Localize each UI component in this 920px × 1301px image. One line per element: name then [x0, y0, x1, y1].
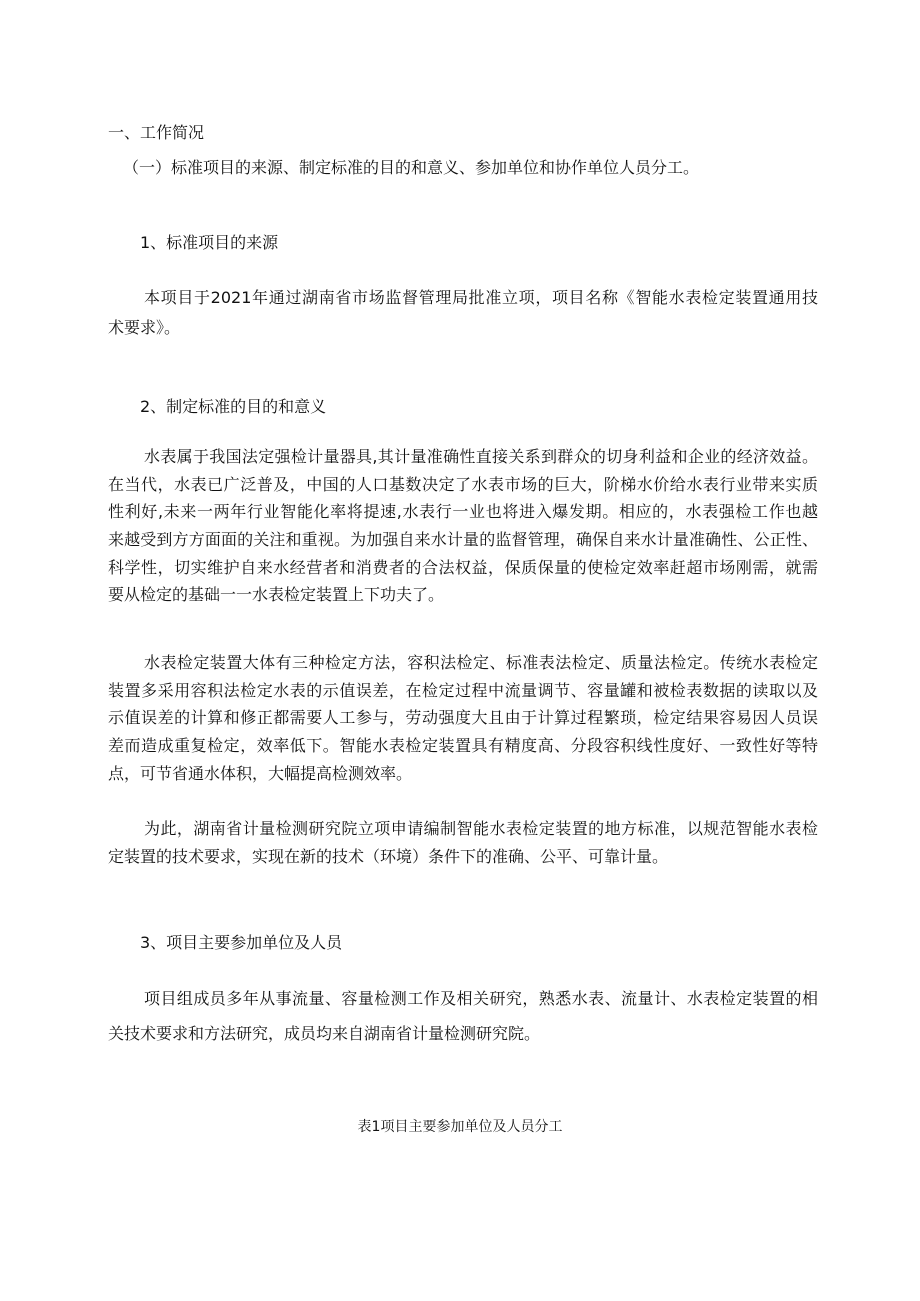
paragraph-line: 项目组成员多年从事流量、容量检测工作及相关研究，熟悉水表、流量计、水表检定装置的相	[144, 989, 818, 1008]
heading-2: 2、制定标准的目的和意义	[140, 397, 327, 416]
paragraph-line: 定装置的技术要求，实现在新的技术（环境）条件下的准确、公平、可靠计量。	[108, 846, 669, 866]
paragraph-line: 差而造成重复检定，效率低下。智能水表检定装置具有精度高、分段容积线性度好、一致性好等特	[108, 736, 818, 756]
paragraph-line: 术要求》。	[108, 318, 181, 337]
paragraph	[108, 815, 818, 870]
paragraph	[108, 283, 818, 343]
paragraph-line: 本项目于2021年通过湖南省市场监督管理局批准立项，项目名称《智能水表检定装置通用技	[144, 288, 818, 307]
paragraph-line: 水表属于我国法定强检计量器具,其计量准确性直接关系到群众的切身利益和企业的经济效益。	[144, 447, 818, 466]
section-title: 一、工作简况	[108, 123, 205, 142]
paragraph-line: 水表检定装置大体有三种检定方法，容积法检定、标准表法检定、质量法检定。传统水表检定	[144, 653, 818, 672]
paragraph-line: 点，可节省通水体积，大幅提高检测效率。	[108, 763, 413, 783]
paragraph	[108, 443, 818, 609]
paragraph	[108, 649, 818, 787]
paragraph-line: 关技术要求和方法研究，成员均来自湖南省计量检测研究院。	[108, 1024, 541, 1043]
paragraph	[108, 981, 818, 1051]
paragraph-line: 为此，湖南省计量检测研究院立项申请编制智能水表检定装置的地方标准，以规范智能水表检	[144, 819, 818, 838]
table-caption: 表1项目主要参加单位及人员分工	[357, 1119, 563, 1135]
paragraph-line: 要从检定的基础一一水表检定装置上下功夫了。	[108, 585, 445, 605]
subsection-title: （一）标准项目的来源、制定标准的目的和意义、参加单位和协作单位人员分工。	[123, 158, 700, 177]
paragraph-line: 性利好,未来一两年行业智能化率将提速,水表行一业也将进入爆发期。相应的，水表强检工作也越	[108, 502, 818, 522]
paragraph-line: 来越受到方方面面的关注和重视。为加强自来水计量的监督管理，确保自来水计量准确性、公正性、	[108, 530, 818, 550]
paragraph-line: 在当代，水表已广泛普及，中国的人口基数决定了水表市场的巨大，阶梯水价给水表行业带来实质	[108, 474, 818, 494]
paragraph-line: 装置多采用容积法检定水表的示值误差，在检定过程中流量调节、容量罐和被检表数据的读取以及	[108, 680, 818, 700]
heading-1: 1、标准项目的来源	[140, 233, 279, 252]
paragraph-line: 示值误差的计算和修正都需要人工参与，劳动强度大且由于计算过程繁琐，检定结果容易因人员误	[108, 708, 818, 728]
heading-3: 3、项目主要参加单位及人员	[140, 933, 343, 952]
paragraph-line: 科学性，切实维护自来水经营者和消费者的合法权益，保质保量的使检定效率赶超市场刚需，就需	[108, 557, 818, 577]
